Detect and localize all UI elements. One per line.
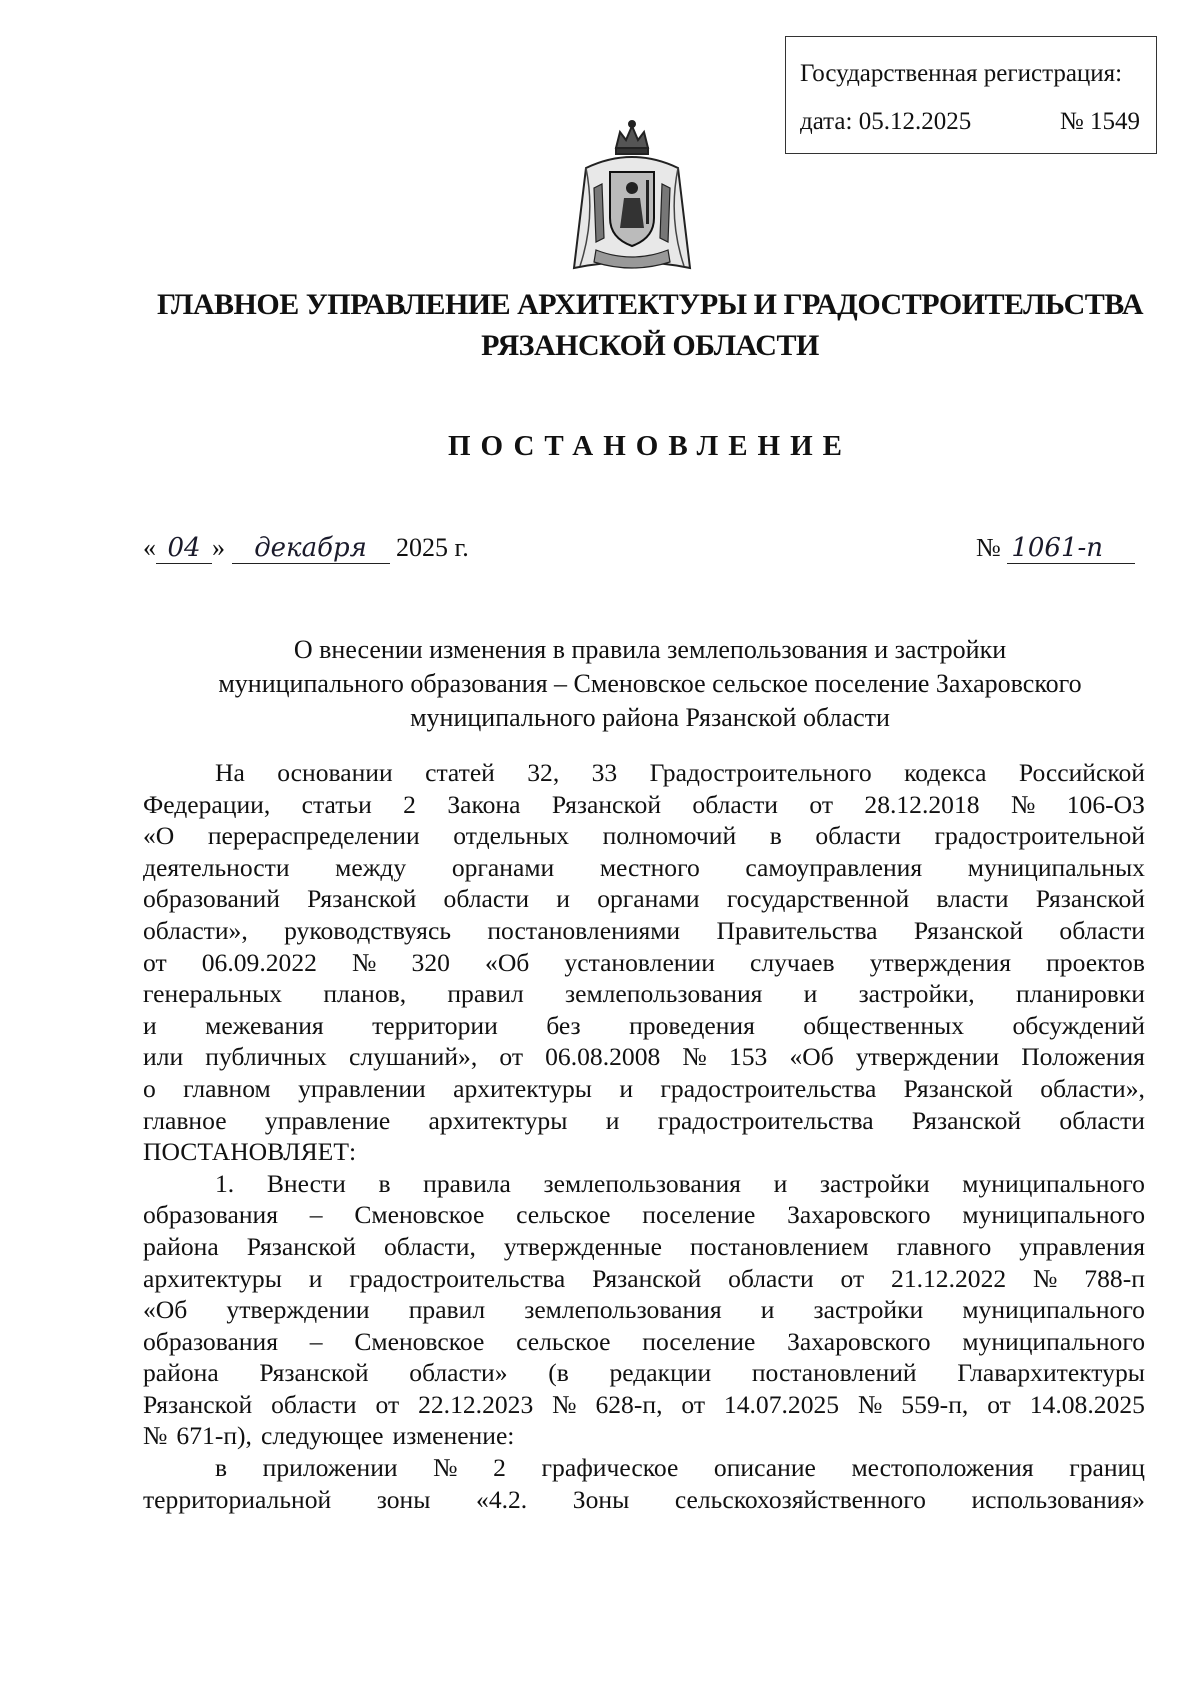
- registration-date: дата: 05.12.2025: [800, 108, 972, 135]
- registration-title: Государственная регистрация:: [800, 60, 1123, 87]
- body-line: архитектуры и градостроительства Рязанской области от 21.12.2022 № 788-п: [143, 1263, 1145, 1293]
- document-body: [143, 757, 1145, 1515]
- body-line: 1. Внести в правила землепользования и застройки муниципального: [215, 1168, 1145, 1198]
- organization-title-line1: ГЛАВНОЕ УПРАВЛЕНИЕ АРХИТЕКТУРЫ И ГРАДОСТРОИТЕЛЬСТВА: [156, 288, 1144, 321]
- document-subject: [170, 633, 1130, 735]
- subject-line: муниципального образования – Сменовское сельское поселение Захаровского: [218, 669, 1082, 698]
- body-line: в приложении № 2 графическое описание местоположения границ: [215, 1453, 1145, 1483]
- document-type: ПОСТАНОВЛЕНИЕ: [447, 430, 852, 462]
- body-line: от 06.09.2022 № 320 «Об установлении случаев утверждения проектов: [143, 947, 1145, 977]
- body-line: «О перераспределении отдельных полномочий в области градостроительной: [143, 821, 1145, 851]
- document-date: [143, 533, 469, 564]
- organization-title: [0, 284, 1200, 366]
- body-line: района Рязанской области» (в редакции постановлений Главархитектуры: [143, 1358, 1145, 1388]
- body-line: генеральных планов, правил землепользования и застройки, планировки: [143, 979, 1145, 1009]
- subject-line: О внесении изменения в правила землепользования и застройки: [293, 635, 1007, 664]
- body-line: Федерации, статьи 2 Закона Рязанской области от 28.12.2018 № 106-ОЗ: [143, 789, 1145, 819]
- body-line: о главном управлении архитектуры и градостроительства Рязанской области»,: [143, 1073, 1145, 1103]
- body-line: и межевания территории без проведения общественных обсуждений: [143, 1010, 1145, 1040]
- date-month-handwritten: декабря: [232, 533, 390, 564]
- body-line: № 671-п), следующее изменение:: [143, 1421, 515, 1451]
- body-line: образования – Сменовское сельское поселение Захаровского муниципального: [143, 1326, 1145, 1356]
- organization-title-line2: РЯЗАНСКОЙ ОБЛАСТИ: [481, 329, 819, 362]
- number-value-handwritten: 1061-п: [1007, 533, 1135, 564]
- body-line: «Об утверждении правил землепользования и застройки муниципального: [143, 1295, 1145, 1325]
- body-line: На основании статей 32, 33 Градостроительного кодекса Российской: [215, 758, 1145, 787]
- registration-number: № 1549: [1059, 108, 1140, 135]
- subject-line: муниципального района Рязанской области: [410, 703, 890, 732]
- date-year: 2025 г.: [396, 533, 469, 562]
- document-number: [976, 533, 1135, 564]
- date-day-handwritten: 04: [156, 533, 212, 564]
- body-line: ПОСТАНОВЛЯЕТ:: [143, 1137, 357, 1167]
- registration-stamp: [785, 36, 1157, 154]
- body-line: Рязанской области от 22.12.2023 № 628-п, от 14.07.2025 № 559-п, от 14.08.2025: [143, 1389, 1145, 1419]
- ryazan-coat-of-arms-icon: [566, 118, 698, 276]
- body-line: области», руководствуясь постановлениями Правительства Рязанской области: [143, 915, 1145, 945]
- body-line: образования – Сменовское сельское поселение Захаровского муниципального: [143, 1200, 1145, 1230]
- date-open-quote: «: [143, 533, 156, 562]
- body-line: территориальной зоны «4.2. Зоны сельскохозяйственного использования»: [143, 1484, 1145, 1514]
- body-line: образований Рязанской области и органами государственной власти Рязанской: [143, 884, 1145, 914]
- date-close-quote: »: [212, 533, 225, 562]
- body-line: или публичных слушаний», от 06.08.2008 № 153 «Об утверждении Положения: [143, 1042, 1145, 1072]
- number-sign: №: [976, 533, 1001, 562]
- body-line: главное управление архитектуры и градостроительства Рязанской области: [143, 1105, 1145, 1135]
- body-line: деятельности между органами местного самоуправления муниципальных: [143, 852, 1145, 882]
- body-line: района Рязанской области, утвержденные постановлением главного управления: [143, 1231, 1145, 1261]
